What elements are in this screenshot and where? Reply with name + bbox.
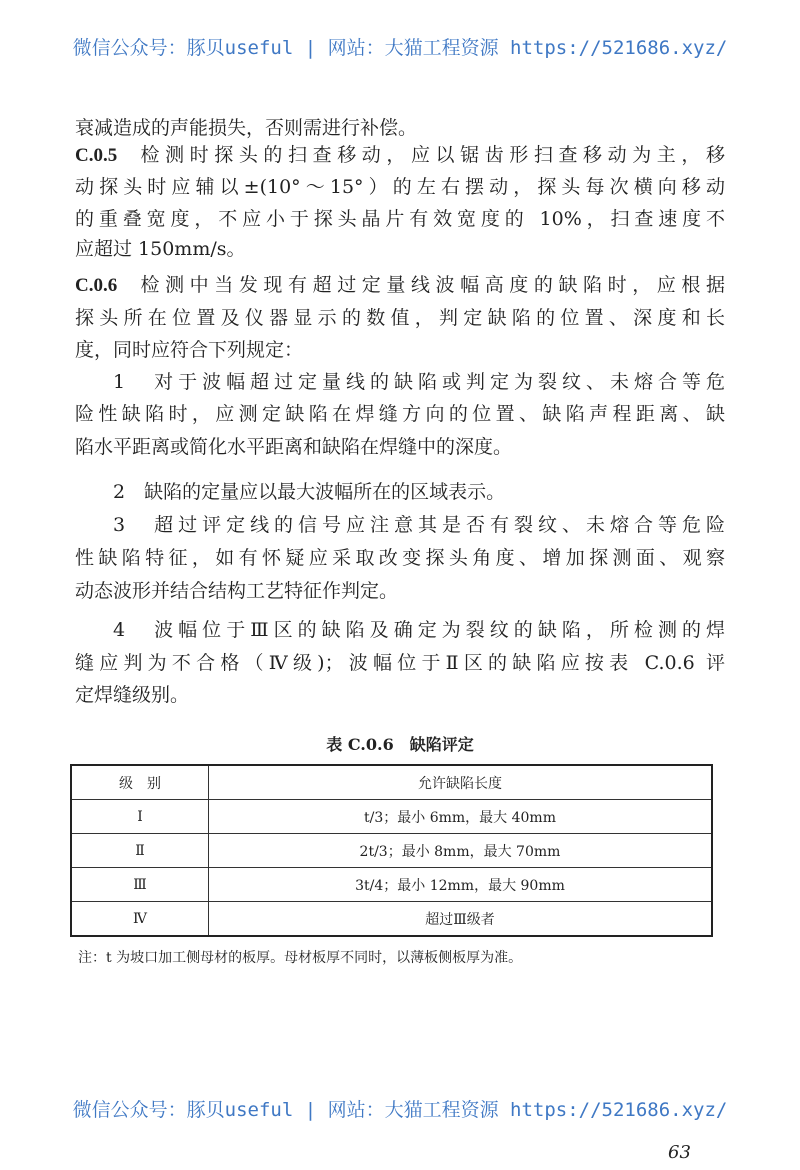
text-line: 性缺陷特征，如有怀疑应采取改变探头角度、增加探测面、观察 [75,547,725,569]
length-cell: t/3；最小 6mm，最大 40mm [209,800,713,834]
text-line: 险性缺陷时，应测定缺陷在焊缝方向的位置、缺陷声程距离、缺 [75,403,725,425]
grade-cell: Ⅰ [71,800,209,834]
text-line: 衰减造成的声能损失，否则需进行补偿。 [75,117,418,139]
text-line: 动探头时应辅以±(10°～15°）的左右摆动，探头每次横向移动 [75,176,725,198]
length-cell: 超过Ⅲ级者 [209,902,713,937]
table-header-row [71,765,712,800]
grade-cell: Ⅳ [71,902,209,937]
length-cell: 3t/4；最小 12mm，最大 90mm [209,868,713,902]
text-line: 度，同时应符合下列规定： [75,339,304,361]
text-line: 1 对于波幅超过定量线的缺陷或判定为裂纹、未熔合等危 [113,371,725,393]
header-cell: 允许缺陷长度 [209,765,713,800]
text-line: 动态波形并结合结构工艺特征作判定。 [75,580,399,602]
table-row [71,800,712,834]
defect-table [70,764,713,937]
text: 检测中当发现有超过定量线波幅高度的缺陷时，应根据 [140,274,725,296]
text: 检测时探头的扫查移动，应以锯齿形扫查移动为主，移 [140,144,725,166]
clause-label: C.0.5 [75,145,118,166]
text-line: 2 缺陷的定量应以最大波幅所在的区域表示。 [113,481,506,503]
text-line: 陷水平距离或简化水平距离和缺陷在焊缝中的深度。 [75,436,513,458]
watermark-top: 微信公众号：豚贝useful | 网站：大猫工程资源 https://521686.xyz/ [72,37,728,59]
text-line: 探头所在位置及仪器显示的数值，判定缺陷的位置、深度和长 [75,307,725,329]
text-line: 定焊缝级别。 [75,684,190,706]
watermark-bottom: 微信公众号：豚贝useful | 网站：大猫工程资源 https://521686.xyz/ [72,1099,728,1121]
text-line [75,273,725,298]
table-caption: 表 C.0.6 缺陷评定 [326,735,474,754]
grade-cell: Ⅲ [71,868,209,902]
text-line: 4 波幅位于Ⅲ区的缺陷及确定为裂纹的缺陷，所检测的焊 [113,619,725,641]
text-line: 应超过 150mm/s。 [75,238,246,260]
text-line: 的重叠宽度，不应小于探头晶片有效宽度的 10%，扫查速度不 [75,208,725,230]
text-line [75,143,725,168]
length-cell: 2t/3；最小 8mm，最大 70mm [209,834,713,868]
clause-label: C.0.6 [75,275,118,296]
text-line: 缝应判为不合格（Ⅳ级)；波幅位于Ⅱ区的缺陷应按表 C.0.6 评 [75,652,725,674]
table-row [71,834,712,868]
grade-cell: Ⅱ [71,834,209,868]
table-row [71,902,712,937]
header-cell: 级 别 [71,765,209,800]
page-number: 63 [668,1142,691,1163]
table-row [71,868,712,902]
table-note: 注：t 为坡口加工侧母材的板厚。母材板厚不同时，以薄板侧板厚为准。 [78,950,523,966]
text-line: 3 超过评定线的信号应注意其是否有裂纹、未熔合等危险 [113,514,725,536]
